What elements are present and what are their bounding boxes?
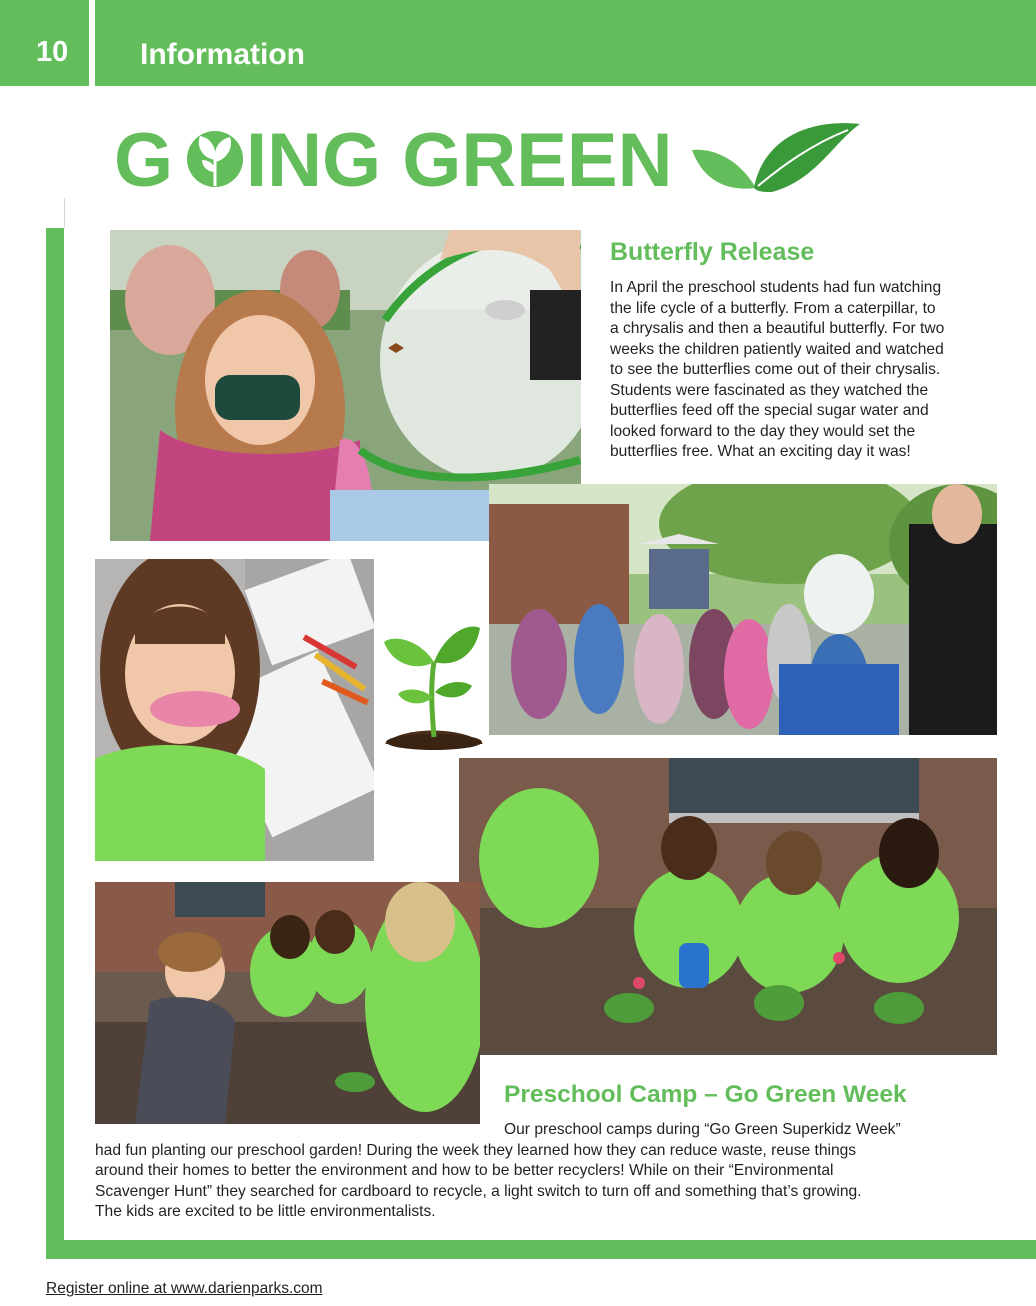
camp-line: The kids are excited to be little environmentalists. <box>95 1203 436 1220</box>
photo-planting-teacher <box>95 882 480 1124</box>
going-green-logo <box>112 108 872 204</box>
butterfly-line: weeks the children patiently waited and watched <box>610 340 944 358</box>
butterfly-line: In April the preschool students had fun watching <box>610 279 942 296</box>
camp-line: had fun planting our preschool garden! During the week they learned how they can reduce waste, reuse things <box>95 1141 857 1159</box>
header-bar <box>0 0 1036 86</box>
photo-playground-release <box>489 484 997 735</box>
butterfly-line: butterflies feed off the special sugar water and <box>610 402 929 419</box>
page-number: 10 <box>36 36 69 68</box>
photo-girl-coloring <box>95 559 374 861</box>
header-divider <box>89 0 95 86</box>
butterfly-line: butterflies free. What an exciting day it was! <box>610 443 911 460</box>
leaf-globe-icon <box>187 131 243 187</box>
butterfly-line: a chrysalis and then a beautiful butterfly. For two <box>610 320 945 337</box>
butterfly-line: to see the butterflies come out of their chrysalis. <box>610 361 941 378</box>
logo-text-g: G <box>114 118 174 203</box>
butterfly-line: the life cycle of a butterfly. From a caterpillar, to <box>610 299 936 317</box>
logo-text-ing-green: ING GREEN <box>246 118 673 203</box>
camp-line: Scavenger Hunt” they searched for cardboard to recycle, a light switch to turn off and something that’s growing. <box>95 1182 862 1200</box>
frame-bottom-border <box>46 1240 1036 1259</box>
photo-garden-planting <box>459 758 997 1055</box>
butterfly-release-body <box>610 278 1010 463</box>
frame-left-border <box>46 228 64 1259</box>
sprout-icon <box>380 602 488 752</box>
butterfly-release-heading: Butterfly Release <box>610 238 815 266</box>
preschool-camp-body <box>95 1120 995 1223</box>
frame-top-line <box>64 198 65 228</box>
preschool-camp-heading: Preschool Camp – Go Green Week <box>504 1081 907 1108</box>
camp-line: Our preschool camps during “Go Green Superkidz Week” <box>504 1121 901 1138</box>
camp-line: around their homes to better the environment and how to be better recyclers! While on their “Environmental <box>95 1162 834 1179</box>
butterfly-line: Students were fascinated as they watched the <box>610 381 929 399</box>
butterfly-line: looked forward to the day they would set the <box>610 422 916 440</box>
twin-leaf-icon <box>692 123 860 192</box>
register-online-link[interactable]: Register online at www.darienparks.com <box>46 1280 323 1297</box>
section-title: Information <box>140 38 305 71</box>
